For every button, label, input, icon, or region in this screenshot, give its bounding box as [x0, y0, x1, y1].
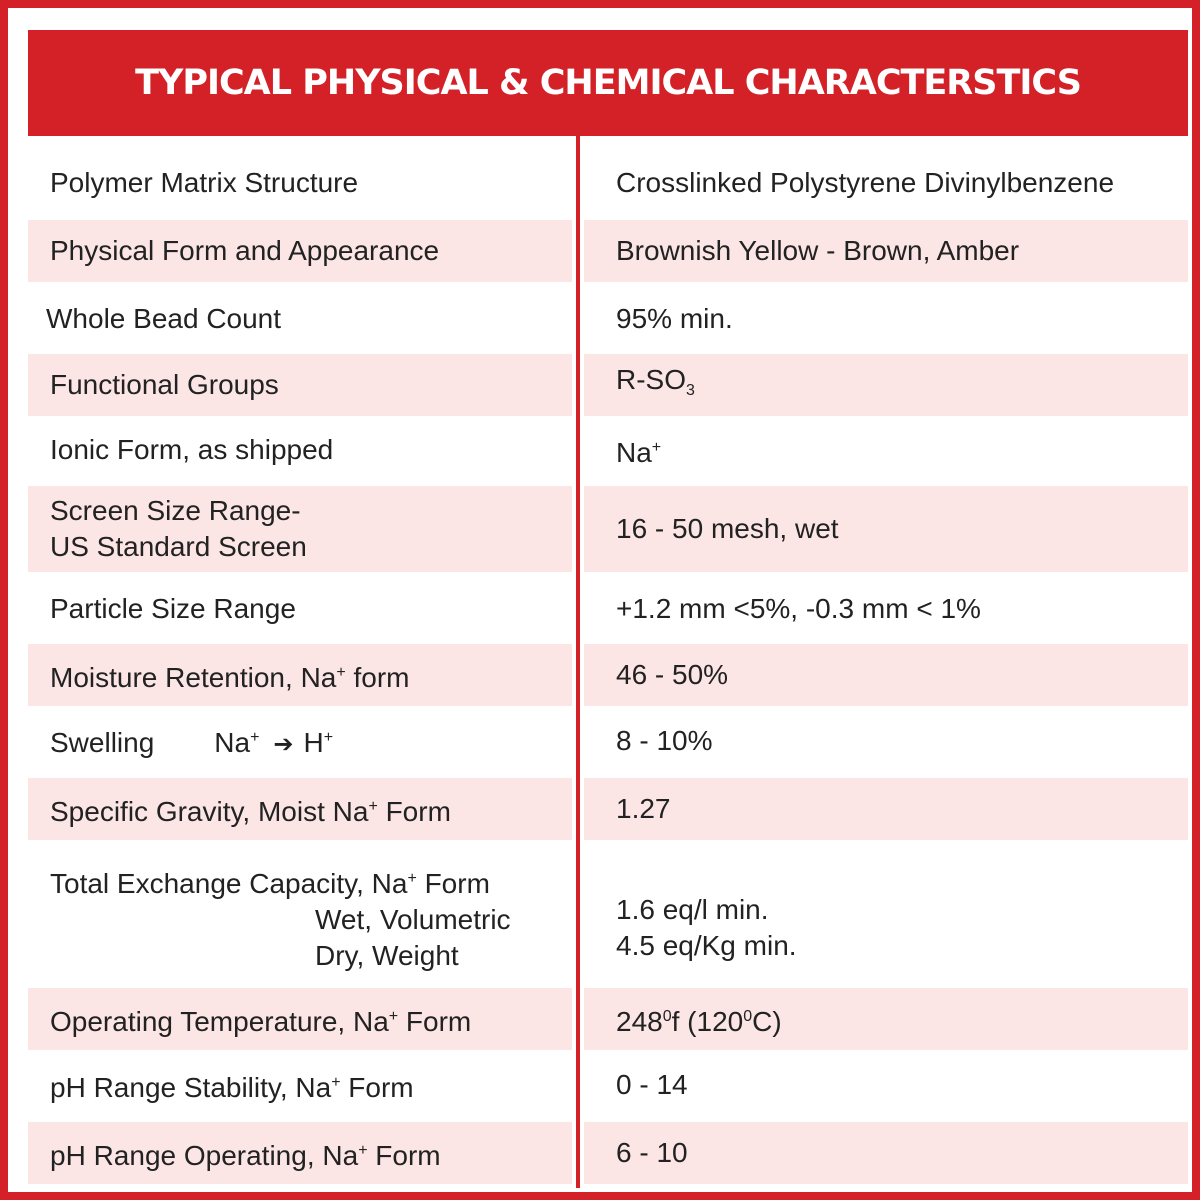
row-value: 8 - 10%	[616, 725, 713, 756]
row-label: Physical Form and Appearance	[28, 220, 572, 282]
table-row	[28, 778, 1188, 840]
table-row	[28, 152, 1188, 214]
row-value: 1.27	[584, 778, 1188, 840]
table-row	[28, 578, 1188, 640]
row-value: Brownish Yellow - Brown, Amber	[584, 220, 1188, 282]
row-label: Polymer Matrix Structure	[50, 167, 359, 198]
row-label: Ionic Form, as shipped	[50, 434, 334, 465]
table-row	[28, 644, 1188, 706]
table-row	[28, 288, 1188, 350]
table-row	[28, 220, 1188, 282]
table-row	[28, 710, 1188, 772]
row-value: $248^0f$ $(120^0C)$	[584, 988, 1188, 1050]
row-value: 46 - 50%	[584, 644, 1188, 706]
row-value: $R-SO_3$	[584, 354, 1188, 416]
row-label: Screen Size Range- US Standard Screen	[28, 486, 572, 572]
row-label: Specific Gravity, Moist Na+ Form	[28, 778, 572, 840]
row-label: Particle Size Range	[50, 593, 296, 624]
table-row	[28, 486, 1188, 572]
row-label: Operating Temperature, Na+ Form	[28, 988, 572, 1050]
row-value: +1.2 mm <5%, -0.3 mm < 1%	[616, 593, 981, 624]
row-label: Whole Bead Count	[46, 303, 282, 334]
row-value: Na+	[616, 436, 662, 468]
table-row	[28, 852, 1188, 982]
row-value: 0 - 14	[616, 1069, 688, 1100]
table-row	[28, 420, 1188, 480]
row-label: pH Range Operating, Na+ Form	[28, 1122, 572, 1184]
table-title: TYPICAL PHYSICAL & CHEMICAL CHARACTERSTICS	[28, 30, 1188, 136]
row-label: Moisture Retention, Na+ form	[28, 644, 572, 706]
table-row	[28, 1054, 1188, 1116]
arrow-right-icon: ➔	[273, 730, 294, 758]
row-label: Total Exchange Capacity, Na+ Form Wet, Volumetric Dry, Weight	[50, 867, 511, 971]
row-label: pH Range Stability, Na+ Form	[50, 1071, 414, 1103]
table-row	[28, 988, 1188, 1050]
row-value: 16 - 50 mesh, wet	[584, 486, 1188, 572]
row-label: Functional Groups	[28, 354, 572, 416]
row-label: Swelling Na+ ➔ H+	[50, 726, 334, 758]
row-value: 1.6 eq/l min. 4.5 eq/Kg min.	[616, 894, 797, 961]
table-row	[28, 1122, 1188, 1184]
properties-table	[28, 30, 1188, 1188]
row-value: Crosslinked Polystyrene Divinylbenzene	[616, 167, 1115, 198]
row-value: 6 - 10	[584, 1122, 1188, 1184]
row-value: 95% min.	[616, 303, 733, 334]
table-row	[28, 354, 1188, 416]
